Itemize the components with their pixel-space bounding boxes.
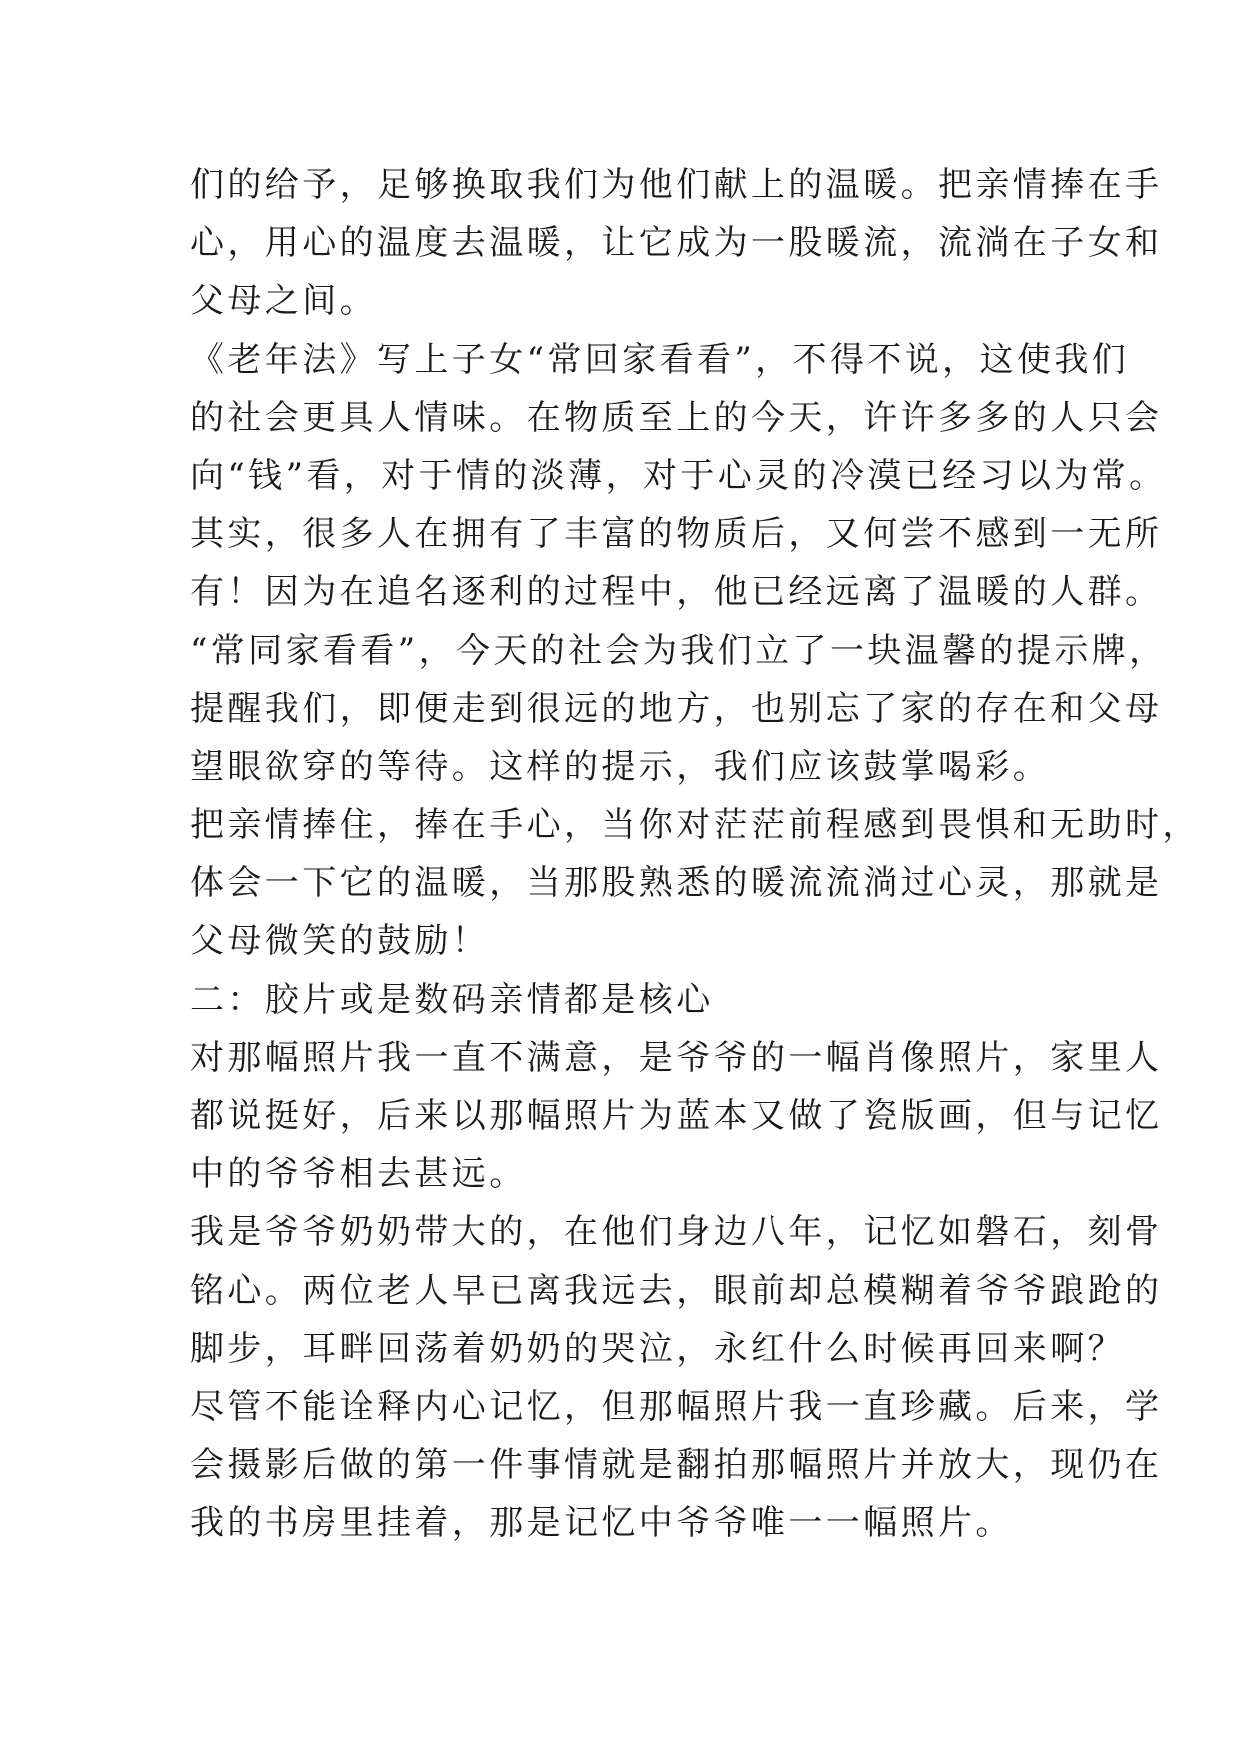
text-line: 把亲情捧住，捧在手心，当你对茫茫前程感到畏惧和无助时， — [190, 805, 1200, 846]
text-line: 我是爷爷奶奶带大的，在他们身边八年，记忆如磐石，刻骨 — [190, 1212, 1163, 1253]
text-line: 提醒我们，即便走到很远的地方，也别忘了家的存在和父母 — [190, 688, 1163, 729]
text-line: 尽管不能诠释内心记忆，但那幅照片我一直珍藏。后来，学 — [190, 1386, 1163, 1427]
text-line: 体会一下它的温暖，当那股熟悉的暖流流淌过心灵，那就是 — [190, 863, 1163, 904]
text-line: 心，用心的温度去温暖，让它成为一股暖流，流淌在子女和 — [190, 223, 1163, 264]
text-line: 父母微笑的鼓励！ — [190, 921, 490, 962]
body-text — [190, 156, 1200, 1553]
text-line: 有！因为在追名逐利的过程中，他已经远离了温暖的人群。 — [190, 572, 1163, 613]
text-line: 都说挺好，后来以那幅照片为蓝本又做了瓷版画，但与记忆 — [190, 1096, 1163, 1136]
text-line: 脚步，耳畔回荡着奶奶的哭泣，永红什么时候再回来啊？ — [190, 1328, 1125, 1369]
text-line: 其实，很多人在拥有了丰富的物质后，又何尝不感到一无所 — [190, 514, 1163, 555]
text-line: 会摄影后做的第一件事情就是翻拍那幅照片并放大，现仍在 — [190, 1445, 1163, 1486]
section-heading: 二：胶片或是数码亲情都是核心 — [190, 979, 714, 1020]
text-line: “常同家看看”，今天的社会为我们立了一块温馨的提示牌， — [190, 630, 1167, 671]
text-line: 对那幅照片我一直不满意，是爷爷的一幅肖像照片，家里人 — [190, 1037, 1163, 1078]
text-line: 向“钱”看，对于情的淡薄，对于心灵的冷漠已经习以为常。 — [190, 455, 1167, 496]
text-line: 们的给予，足够换取我们为他们献上的温暖。把亲情捧在手 — [190, 165, 1163, 205]
text-line: 我的书房里挂着，那是记忆中爷爷唯一一幅照片。 — [190, 1503, 1013, 1544]
text-line: 父母之间。 — [190, 281, 377, 322]
text-line: 铭心。两位老人早已离我远去，眼前却总模糊着爷爷踉跄的 — [190, 1270, 1163, 1311]
text-line: 中的爷爷相去甚远。 — [190, 1154, 527, 1195]
text-line: 望眼欲穿的等待。这样的提示，我们应该鼓掌喝彩。 — [190, 746, 1051, 787]
text-line: 的社会更具人情味。在物质至上的今天，许许多多的人只会 — [190, 397, 1163, 438]
text-line: 《老年法》写上子女“常回家看看”，不得不说，这使我们 — [190, 339, 1130, 380]
